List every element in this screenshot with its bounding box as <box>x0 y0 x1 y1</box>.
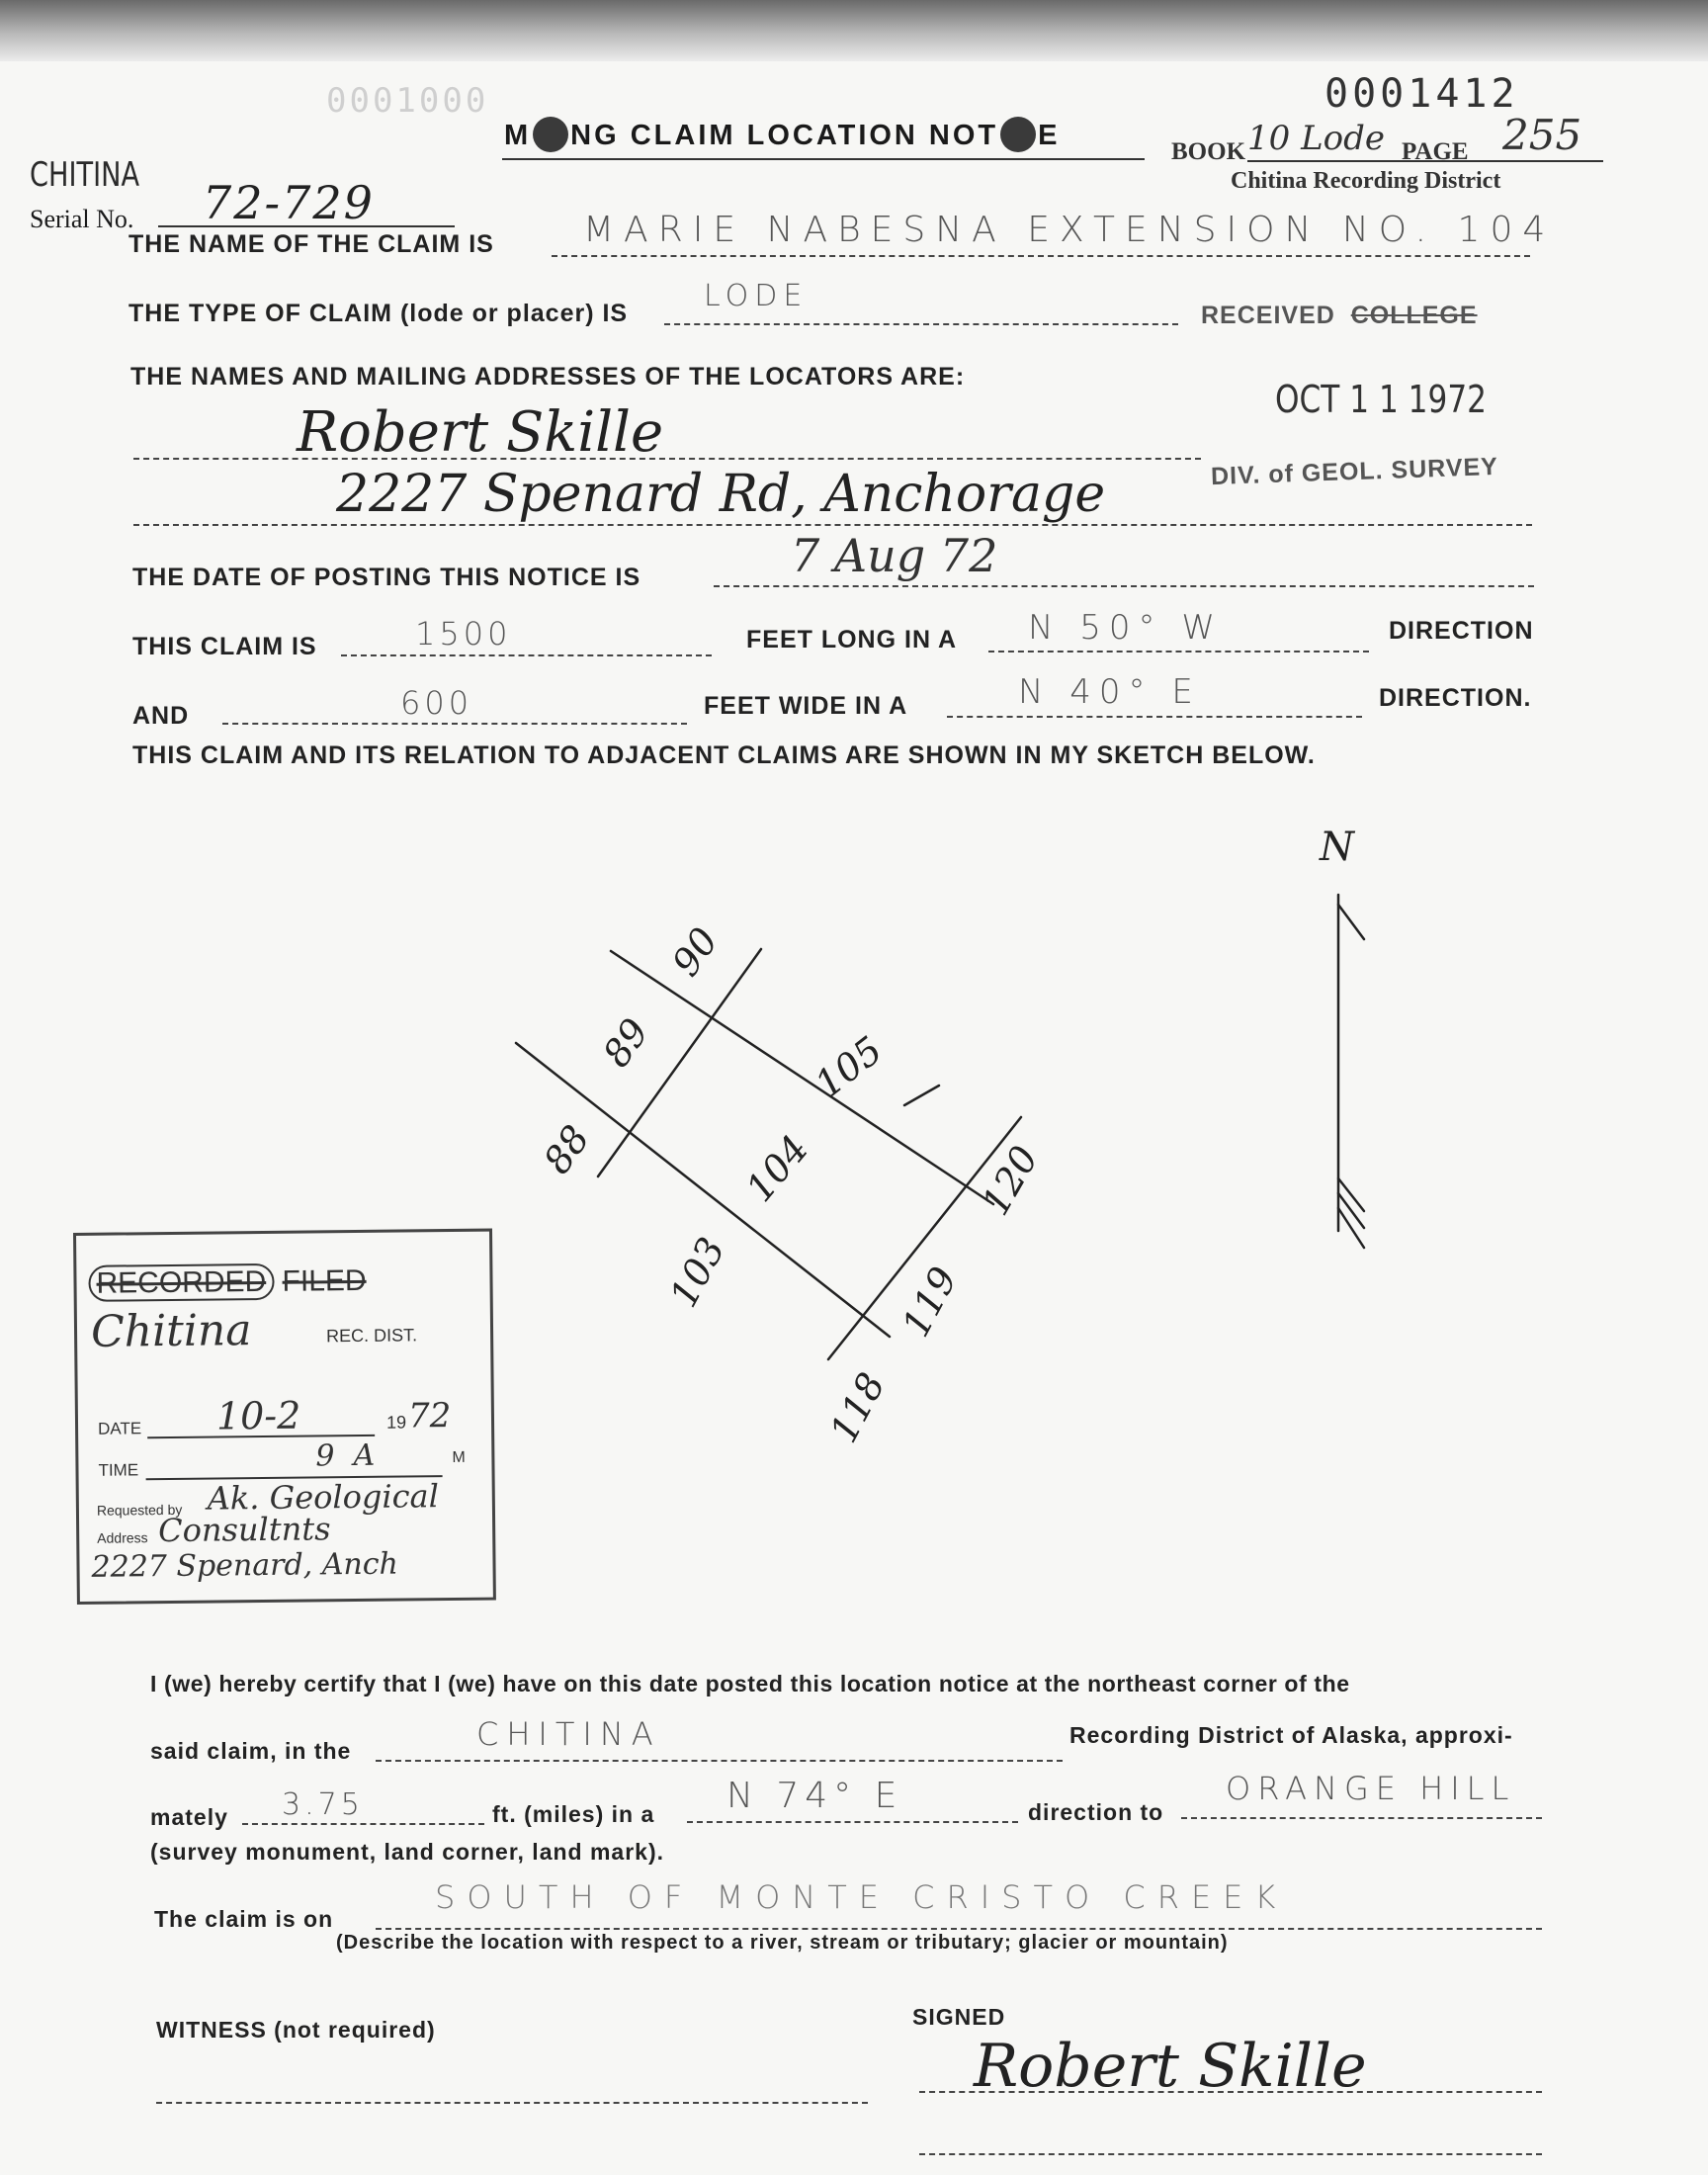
claim-on-line <box>376 1928 1542 1930</box>
claim-on-label: The claim is on <box>154 1906 334 1932</box>
rec-dist-label: REC. DIST. <box>326 1325 418 1347</box>
distance-value: 3.75 <box>282 1787 364 1822</box>
claim-number-89: 89 <box>594 1010 658 1076</box>
claim-number-104: 104 <box>737 1126 817 1210</box>
filed-label: FILED <box>282 1263 367 1298</box>
claim-number-103: 103 <box>661 1230 733 1315</box>
page-label: PAGE <box>1402 138 1469 165</box>
width-mid-label: FEET WIDE IN A <box>704 692 908 720</box>
length-mid-label: FEET LONG IN A <box>746 626 958 653</box>
district-line <box>376 1760 1063 1762</box>
claim-number-88: 88 <box>535 1117 599 1182</box>
length-end-label: DIRECTION <box>1389 617 1534 645</box>
stamp-time-label: TIME <box>98 1460 139 1480</box>
signature: Robert Skille <box>974 2032 1367 2101</box>
book-label: BOOK <box>1171 138 1246 165</box>
posting-date-label: THE DATE OF POSTING THIS NOTICE IS <box>132 564 641 591</box>
north-arrow-tick-top <box>1338 905 1364 939</box>
claim-name-label: THE NAME OF THE CLAIM IS <box>128 230 494 258</box>
ft-miles-label: ft. (miles) in a <box>492 1801 655 1827</box>
length-label: THIS CLAIM IS <box>132 633 317 660</box>
stamp-time-value: 9 A <box>315 1437 376 1474</box>
requested-value: Ak. Geological <box>207 1477 440 1518</box>
notice-title: M NG CLAIM LOCATION NOT E <box>504 117 1061 152</box>
district-value: CHITINA <box>476 1715 661 1753</box>
claim-number-90: 90 <box>663 919 727 985</box>
length-value: 1500 <box>415 615 512 652</box>
length-direction: N 50° W <box>1028 608 1223 648</box>
stamp-time-suffix: M <box>452 1448 466 1466</box>
north-arrow-tick-2 <box>1338 1193 1364 1228</box>
recorded-stamp <box>73 1229 496 1605</box>
stamp-address-value2: 2227 Spenard, Anch <box>91 1546 399 1585</box>
said-claim-label: said claim, in the <box>150 1738 352 1764</box>
locator-name: Robert Skille <box>297 400 664 465</box>
width-value: 600 <box>400 684 473 722</box>
witness-line <box>156 2102 868 2104</box>
received-stamp-division: DIV. of GEOL. SURVEY <box>1210 452 1499 491</box>
north-label: N <box>1320 825 1354 870</box>
stamp-year-value: 72 <box>407 1396 452 1436</box>
signature-line-2 <box>919 2153 1542 2155</box>
locator-address: 2227 Spenard Rd, Anchorage <box>336 465 1106 524</box>
requested-label: Requested by <box>96 1501 183 1519</box>
claim-name-value: MARIE NABESNA EXTENSION NO. 104 <box>583 210 1556 250</box>
posting-date-value: 7 Aug 72 <box>791 529 998 582</box>
received-stamp-date: OCT 1 1 1972 <box>1275 378 1487 421</box>
distance-line <box>242 1823 484 1825</box>
north-arrow-tick-1 <box>1338 1178 1364 1211</box>
stamp-date-label: DATE <box>97 1419 142 1438</box>
signature-line <box>919 2091 1542 2093</box>
claim-type-value: LODE <box>704 279 809 313</box>
district-label: Chitina Recording District <box>1231 168 1501 194</box>
faint-stamp-number: 0001000 <box>326 81 489 121</box>
claim-number-118: 118 <box>821 1365 894 1450</box>
book-value: 10 Lode <box>1247 119 1386 158</box>
received-stamp-line1: RECEIVED COLLEGE <box>1201 302 1478 329</box>
width-label: AND <box>132 702 190 730</box>
bearing-line <box>687 1821 1018 1823</box>
claim-type-label: THE TYPE OF CLAIM (lode or placer) IS <box>128 300 629 327</box>
document-number: 0001412 <box>1324 71 1519 117</box>
locators-label: THE NAMES AND MAILING ADDRESSES OF THE LOCATORS ARE: <box>130 363 966 391</box>
direction-to-label: direction to <box>1028 1799 1164 1825</box>
stamp-address-value1: Consultnts <box>157 1510 331 1550</box>
recorded-stamp-heading <box>88 1264 366 1301</box>
claim-on-value: SOUTH OF MONTE CRISTO CREEK <box>435 1878 1288 1916</box>
claim-number-105: 105 <box>807 1027 891 1107</box>
width-end-label: DIRECTION. <box>1379 684 1532 712</box>
page-value: 255 <box>1502 111 1582 159</box>
bearing-value: N 74° E <box>726 1776 903 1816</box>
mately-label: mately <box>150 1804 228 1830</box>
signed-label: SIGNED <box>912 2004 1006 2030</box>
recorded-district: Chitina <box>90 1305 252 1357</box>
landmark-line <box>1181 1817 1542 1819</box>
stamp-date-value: 10-2 <box>215 1393 301 1438</box>
sketch-stray-mark <box>904 1086 939 1105</box>
recording-district-text: Recording District of Alaska, approxi- <box>1069 1722 1513 1748</box>
stamp-year-prefix: 19 <box>385 1412 407 1433</box>
sketch-label: THIS CLAIM AND ITS RELATION TO ADJACENT CLAIMS ARE SHOWN IN MY SKETCH BELOW. <box>132 741 1316 769</box>
claim-number-120: 120 <box>973 1138 1048 1223</box>
district-stamp: CHITINA <box>30 155 140 195</box>
serial-label: Serial No. <box>30 205 134 233</box>
stamp-address-label: Address <box>97 1529 148 1546</box>
width-direction: N 40° E <box>1018 672 1201 712</box>
north-arrow-tick-3 <box>1338 1208 1364 1248</box>
claim-number-119: 119 <box>894 1260 966 1345</box>
serial-value: 72-729 <box>203 176 375 229</box>
describe-note: (Describe the location with respect to a river, stream or tributary; glacier or mountain) <box>336 1932 1229 1954</box>
recorded-label: RECORDED <box>88 1263 274 1302</box>
landmark-value: ORANGE HILL <box>1226 1770 1516 1807</box>
witness-label: WITNESS (not required) <box>156 2017 436 2043</box>
survey-note: (survey monument, land corner, land mark). <box>150 1839 665 1865</box>
certify-line: I (we) hereby certify that I (we) have on this date posted this location notice at the northeast corner of the <box>150 1671 1350 1696</box>
